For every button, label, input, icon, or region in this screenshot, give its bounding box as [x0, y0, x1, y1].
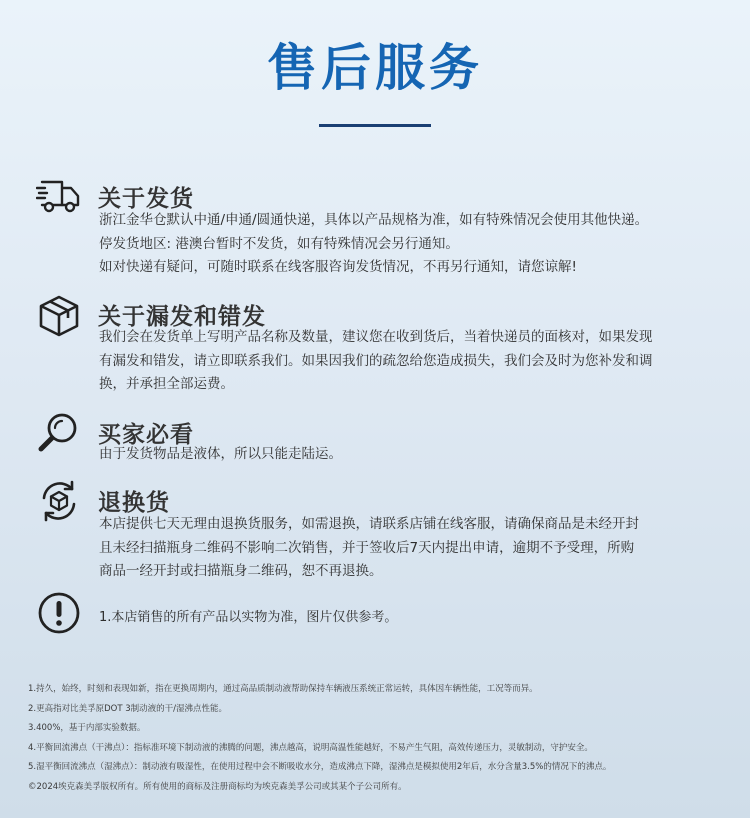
section-title: 退换货 — [98, 490, 170, 516]
body-line: 停发货地区: 港澳台暂时不发货，如有特殊情况会另行通知。 — [99, 235, 459, 252]
title-divider — [319, 124, 431, 127]
section-title: 关于发货 — [98, 186, 194, 212]
section-body — [99, 326, 719, 397]
section-body — [99, 209, 719, 280]
footnotes — [28, 680, 728, 797]
footnote: 4.平衡回流沸点（干沸点）：指标准环境下制动液的沸腾的问题，沸点越高，说明高温性能越好，不易产生气阻，高效传递压力，灵敏制动，守护安全。 — [28, 742, 593, 753]
copyright: ©2024埃克森美孚版权所有。所有使用的商标及注册商标均为埃克森美孚公司或其某个子公司所有。 — [28, 781, 407, 792]
body-line: 由于发货物品是液体，所以只能走陆运。 — [99, 446, 342, 462]
package-box-icon — [36, 293, 82, 339]
section-body — [99, 443, 719, 467]
section-title: 买家必看 — [98, 422, 194, 448]
section-title: 关于漏发和错发 — [98, 304, 266, 330]
footnote: 3.400%，基于内部实验数据。 — [28, 723, 146, 733]
delivery-truck-icon — [36, 172, 82, 218]
body-line: 商品一经开封或扫描瓶身二维码，恕不再退换。 — [99, 563, 383, 579]
body-line: 本店提供七天无理由退换货服务，如需退换，请联系店铺在线客服，请确保商品是未经开封 — [99, 516, 639, 532]
body-line: 如对快递有疑问，可随时联系在线客服咨询发货情况，不再另行通知，请您谅解! — [99, 259, 577, 275]
magnifier-icon — [36, 410, 82, 456]
body-line: 有漏发和错发，请立即联系我们。如果因我们的疏忽给您造成损失，我们会及时为您补发和调 — [99, 352, 653, 369]
section-body — [99, 513, 719, 584]
body-line: 浙江金华仓默认中通/申通/圆通快递，具体以产品规格为准，如有特殊情况会使用其他快递。 — [99, 212, 649, 228]
footnote: 2.更高指对比美孚原DOT 3制动液的干/湿沸点性能。 — [28, 703, 228, 714]
footnote: 5.湿平衡回流沸点（湿沸点）：制动液有吸湿性，在使用过程中会不断吸收水分，造成沸点下降，湿沸点是模拟使用2年后，水分含量3.5%的情况下的沸点。 — [28, 762, 612, 772]
page-title: 售后服务 — [267, 39, 483, 97]
body-line: 换，并承担全部运费。 — [99, 376, 234, 392]
product-image-notice: 1.本店销售的所有产品以实物为准，图片仅供参考。 — [99, 610, 398, 625]
exclamation-icon — [36, 590, 82, 636]
footnote: 1.持久，始终，时刻和表现如新，指在更换周期内，通过高品质制动液帮助保持车辆液压系统正常运转，具体因车辆性能，工况等而异。 — [28, 684, 538, 694]
return-exchange-icon — [36, 478, 82, 524]
body-line: 我们会在发货单上写明产品名称及数量，建议您在收到货后，当着快递员的面核对，如果发现 — [99, 329, 653, 345]
body-line: 且未经扫描瓶身二维码不影响二次销售，并于签收后7天内提出申请，逾期不予受理，所购 — [99, 539, 635, 556]
